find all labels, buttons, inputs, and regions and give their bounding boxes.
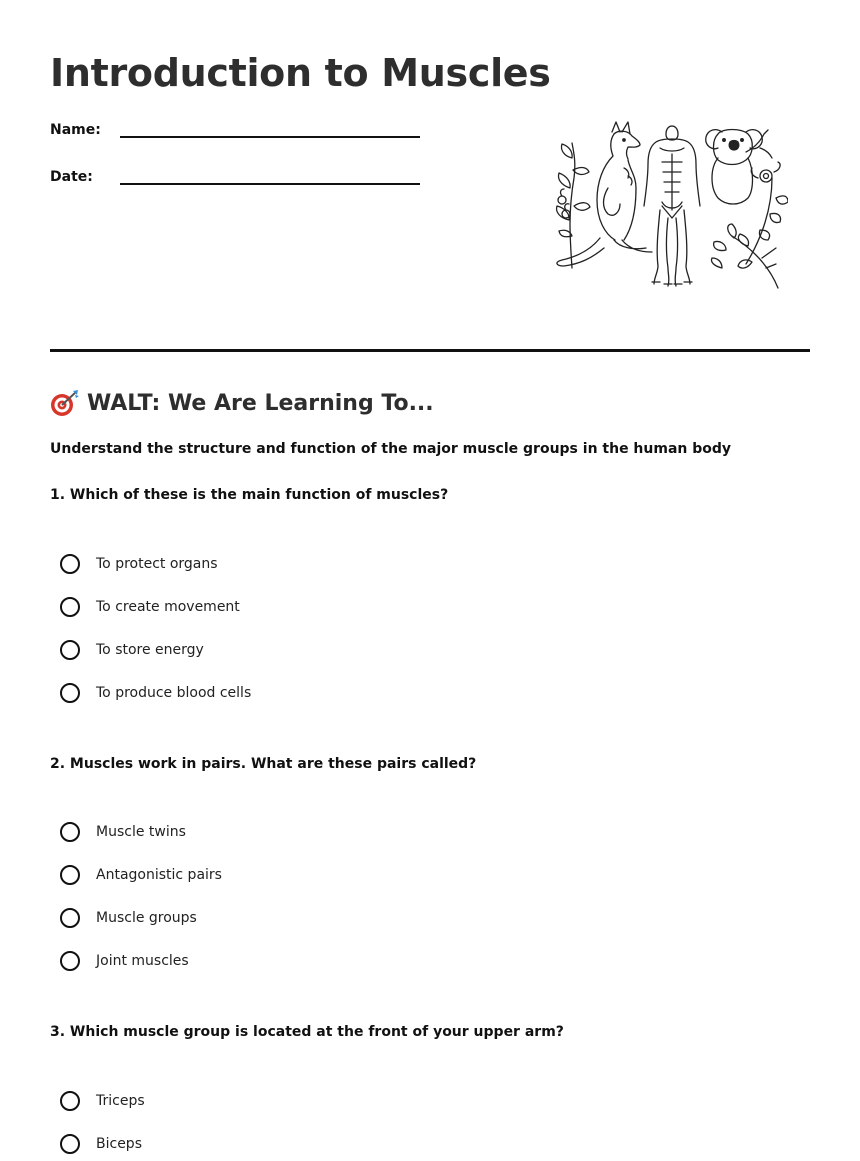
q1-option-3[interactable] (60, 637, 204, 663)
question-1: 1. Which of these is the main function of muscles? (50, 487, 449, 503)
radio-button[interactable] (60, 1091, 80, 1111)
target-dart-icon (50, 389, 80, 417)
option-label: To store energy (96, 642, 204, 658)
name-input[interactable] (120, 110, 424, 134)
name-line (120, 136, 420, 138)
date-input[interactable] (120, 157, 424, 181)
q1-option-2[interactable] (60, 594, 240, 620)
radio-button[interactable] (60, 640, 80, 660)
q2-option-1[interactable] (60, 819, 186, 845)
option-label: Triceps (96, 1093, 145, 1109)
right-branch-drawing (711, 162, 788, 288)
walt-heading (50, 389, 434, 417)
koala-drawing (706, 130, 772, 205)
radio-button[interactable] (60, 597, 80, 617)
name-field (50, 122, 430, 152)
date-field (50, 169, 430, 199)
radio-button[interactable] (60, 865, 80, 885)
date-label: Date: (50, 169, 93, 185)
option-label: Biceps (96, 1136, 142, 1152)
option-label: To produce blood cells (96, 685, 252, 701)
q3-option-1[interactable] (60, 1088, 145, 1114)
walt-statement: Understand the structure and function of the major muscle groups in the human body (50, 441, 732, 457)
q3-option-2[interactable] (60, 1131, 142, 1157)
walt-heading-text: WALT: We Are Learning To... (87, 390, 434, 416)
option-label: Muscle groups (96, 910, 197, 926)
radio-button[interactable] (60, 908, 80, 928)
section-divider (50, 349, 810, 352)
human-muscle-figure-drawing (644, 126, 700, 286)
option-label: To create movement (96, 599, 240, 615)
date-line (120, 183, 420, 185)
q2-option-2[interactable] (60, 862, 222, 888)
option-label: Antagonistic pairs (96, 867, 222, 883)
worksheet-title: Introduction to Muscles (50, 51, 551, 95)
radio-button[interactable] (60, 683, 80, 703)
left-branch-drawing (557, 143, 590, 268)
radio-button[interactable] (60, 554, 80, 574)
q2-option-4[interactable] (60, 948, 189, 974)
name-label: Name: (50, 122, 101, 138)
option-label: Muscle twins (96, 824, 186, 840)
question-3: 3. Which muscle group is located at the front of your upper arm? (50, 1024, 564, 1040)
q1-option-4[interactable] (60, 680, 251, 706)
radio-button[interactable] (60, 951, 80, 971)
q1-option-1[interactable] (60, 551, 218, 577)
radio-button[interactable] (60, 822, 80, 842)
animals-illustration (552, 118, 788, 290)
question-2: 2. Muscles work in pairs. What are these pairs called? (50, 756, 477, 772)
option-label: To protect organs (96, 556, 218, 572)
option-label: Joint muscles (96, 953, 189, 969)
radio-button[interactable] (60, 1134, 80, 1154)
q2-option-3[interactable] (60, 905, 197, 931)
